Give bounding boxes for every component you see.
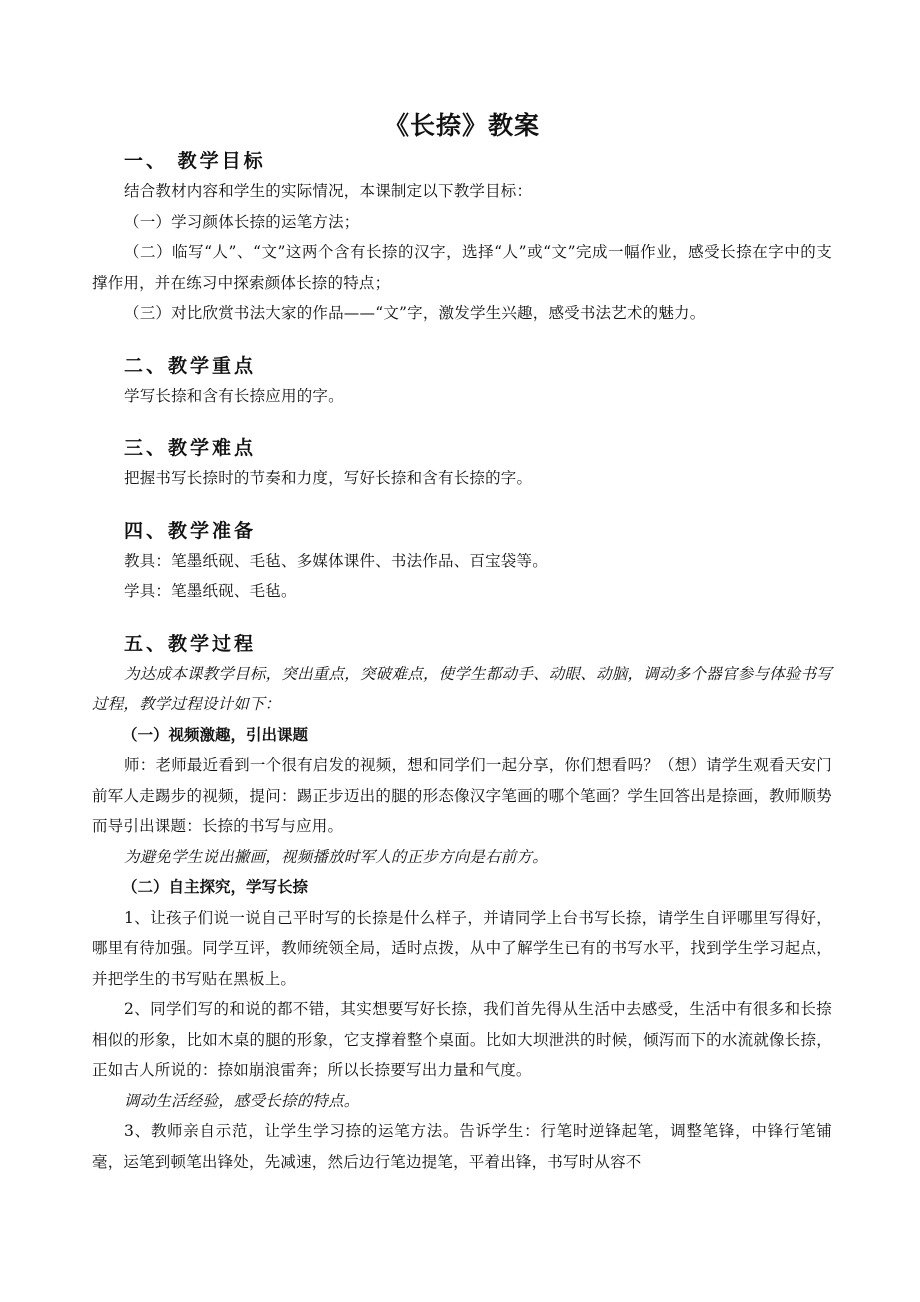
key-points-text: 学写长捺和含有长捺应用的字。 <box>124 386 344 405</box>
process-part1-text: 师：老师最近看到一个很有启发的视频，想和同学们一起分享，你们想看吗？（想）请学生观看天安门前军人走踢步的视频，提问：踢正步迈出的腿的形态像汉字笔画的哪个笔画？学生回答出是捺画，教师顺势而导引出课题：长捺的书写与应用。 <box>92 756 832 835</box>
objective-item-1: （一）学习颜体长捺的运笔方法； <box>124 212 360 231</box>
preparation-student: 学具：笔墨纸砚、毛毡。 <box>124 582 297 600</box>
section-heading-process: 五、教学过程 <box>124 632 257 655</box>
preparation-teacher: 教具：笔墨纸砚、毛毡、多媒体课件、书法作品、百宝袋等。 <box>124 551 548 570</box>
section-heading-preparation: 四、教学准备 <box>124 519 257 542</box>
process-part2-heading: （二）自主探究，学写长捺 <box>122 878 309 896</box>
process-part2-note: 调动生活经验，感受长捺的特点。 <box>124 1091 360 1110</box>
difficulties-text: 把握书写长捺时的节奏和力度，写好长捺和含有长捺的字。 <box>124 469 533 487</box>
section-heading-difficulties: 三、教学难点 <box>124 437 257 459</box>
process-part1-heading: （一）视频激趣，引出课题 <box>122 725 309 744</box>
objective-item-3: （三）对比欣赏书法大家的作品——“文”字，激发学生兴趣，感受书法艺术的魅力。 <box>124 304 706 322</box>
document-title: 《长捺》教案 <box>383 111 540 140</box>
objectives-intro: 结合教材内容和学生的实际情况，本课制定以下教学目标： <box>124 182 533 200</box>
process-intro: 为达成本课教学目标，突出重点，突破难点，使学生都动手、动眼、动脑，调动多个器官参与体验书写过程，教学过程设计如下： <box>92 664 832 713</box>
process-part2-paragraph-1: 1、让孩子们说一说自己平时写的长捺是什么样子，并请同学上台书写长捺，请学生自评哪里写得好，哪里有待加强。同学互评，教师统领全局，适时点拨，从中了解学生已有的书写水平，找到学生学习起点，并把学生的书写贴在黑板上。 <box>92 908 832 988</box>
process-part2-paragraph-3: 3、教师亲自示范，让学生学习捺的运笔方法。告诉学生：行笔时逆锋起笔，调整笔锋，中锋行笔铺毫，运笔到顿笔出锋处，先减速，然后边行笔边提笔，平着出锋，书写时从容不 <box>92 1122 832 1171</box>
process-part1-note: 为避免学生说出撇画，视频播放时军人的正步方向是右前方。 <box>124 847 548 866</box>
document-page <box>92 108 832 1177</box>
section-heading-objectives: 一、 教学目标 <box>124 150 266 172</box>
section-heading-key-points: 二、教学重点 <box>124 354 257 377</box>
process-part2-paragraph-2: 2、同学们写的和说的都不错，其实想要写好长捺，我们首先得从生活中去感受，生活中有很多和长捺相似的形象，比如木桌的腿的形象，它支撑着整个桌面。比如大坝泄洪的时候，倾泻而下的水流就像长捺，正如古人所说的：捺如崩浪雷奔；所以长捺要写出力量和气度。 <box>92 1000 832 1079</box>
objective-item-2: （二）临写“人”、“文”这两个含有长捺的汉字，选择“人”或“文”完成一幅作业，感受长捺在字中的支撑作用，并在练习中探索颜体长捺的特点； <box>92 243 832 292</box>
